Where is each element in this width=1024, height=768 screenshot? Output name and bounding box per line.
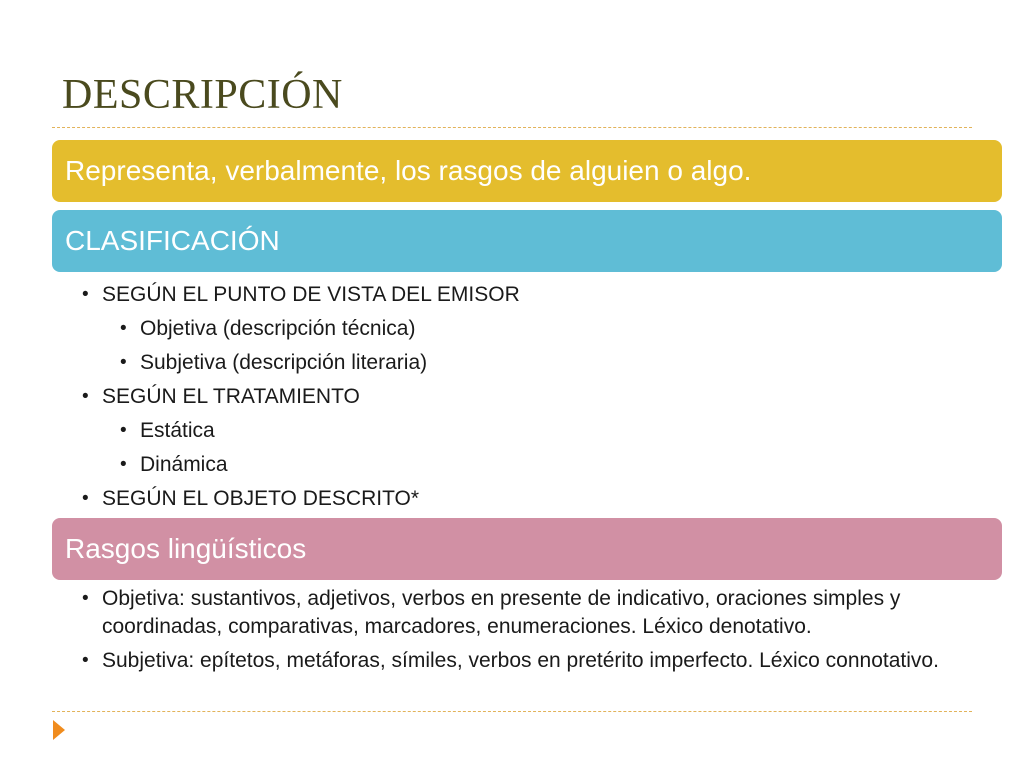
sub-list <box>102 312 982 380</box>
list-item: • Objetiva: sustantivos, adjetivos, verbos en presente de indicativo, oraciones simples y coordinadas, comparativas, marcadores, enumeraciones. Léxico denotativo. <box>82 585 962 641</box>
list-item-label: SEGÚN EL TRATAMIENTO <box>102 385 360 408</box>
classification-band: CLASIFICACIÓN <box>52 210 1002 272</box>
sub-list-item: • Objetiva (descripción técnica) <box>120 312 982 346</box>
slide-title: DESCRIPCIÓN <box>62 72 343 118</box>
triangle-right-icon <box>53 720 65 740</box>
sub-list-item: • Subjetiva (descripción literaria) <box>120 346 982 380</box>
classification-list <box>82 278 982 516</box>
list-item <box>82 482 982 516</box>
list-item <box>82 380 982 482</box>
sub-list-item: • Estática <box>120 414 982 448</box>
list-item <box>82 278 982 380</box>
list-item: • Subjetiva: epítetos, metáforas, símiles, verbos en pretérito imperfecto. Léxico connotativo. <box>82 647 962 675</box>
footer-divider <box>52 711 972 712</box>
sub-list-item: • Dinámica <box>120 448 982 482</box>
sub-list <box>102 414 982 482</box>
list-item-label: SEGÚN EL OBJETO DESCRITO* <box>102 487 420 510</box>
features-band: Rasgos lingüísticos <box>52 518 1002 580</box>
title-divider <box>52 127 972 128</box>
list-item-label: SEGÚN EL PUNTO DE VISTA DEL EMISOR <box>102 283 520 306</box>
definition-band: Representa, verbalmente, los rasgos de alguien o algo. <box>52 140 1002 202</box>
features-list <box>82 585 962 681</box>
